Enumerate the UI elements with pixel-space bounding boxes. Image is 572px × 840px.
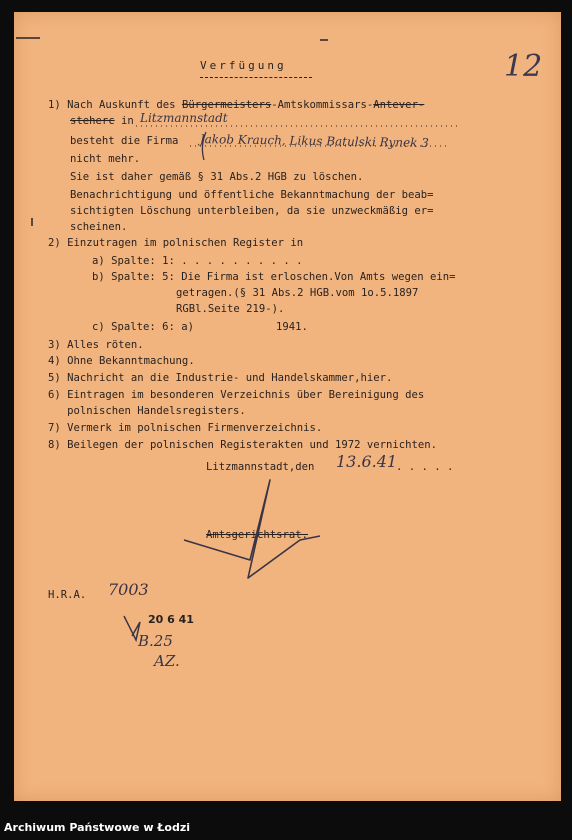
item1-line3: besteht die Firma <box>70 135 179 147</box>
item2-a: a) Spalte: 1: . . . . . . . . . . <box>92 255 303 267</box>
place-date-label: Litzmannstadt,den <box>206 461 315 473</box>
list-item: 4) Ohne Bekanntmachung. <box>48 355 195 367</box>
list-item: polnischen Handelsregisters. <box>48 405 246 417</box>
list-item: 5) Nachricht an die Industrie- und Handelskammer,hier. <box>48 372 393 384</box>
title-underline <box>200 77 312 78</box>
item1-line1-text: 1) Nach Auskunft des <box>48 99 182 111</box>
item1-line6: Benachrichtigung und öffentliche Bekanntmachung der beab= <box>70 189 434 201</box>
list-item: 3) Alles röten. <box>48 339 144 351</box>
item1-line4: nicht mehr. <box>70 153 141 165</box>
struck-word-antever: Antever- <box>373 99 425 111</box>
handwritten-city: Litzmannstadt <box>140 111 228 125</box>
item2-b3: RGBl.Seite 219-). <box>176 303 285 315</box>
signature-title: Amtsgerichtsrat. <box>206 529 309 541</box>
hra-label: H.R.A. <box>48 589 87 601</box>
list-item: 6) Eintragen im besonderen Verzeichnis über Bereinigung des <box>48 389 425 401</box>
item2-b1: b) Spalte: 5: Die Firma ist erloschen.Von Amts wegen ein= <box>92 271 456 283</box>
archive-footer <box>0 811 572 840</box>
archive-name: Archiwum Państwowe w Łodzi <box>4 821 191 834</box>
item1-line2-text: in <box>114 115 134 127</box>
handwritten-note-b25: B.25 <box>138 632 173 650</box>
handwritten-firm-name: Jakob Krauch, Likus Batulski Rynek 3 <box>199 132 429 150</box>
item2-c: c) Spalte: 6: a) <box>92 321 195 333</box>
item1-line8: scheinen. <box>70 221 128 233</box>
list-item: 8) Beilegen der polnischen Registerakten und 1972 vernichten. <box>48 439 438 451</box>
list-item: 7) Vermerk im polnischen Firmenverzeichnis. <box>48 422 323 434</box>
item2-b2: getragen.(§ 31 Abs.2 HGB.vom 1o.5.1897 <box>176 287 419 299</box>
handwritten-note-az: AZ. <box>154 652 180 670</box>
item1-line2 <box>70 116 134 127</box>
item2-c-year: 1941. <box>276 321 308 333</box>
struck-word-buergermeisters: Bürgermeisters <box>181 99 272 111</box>
page-number: 12 <box>504 49 543 84</box>
handwritten-hra-number: 7003 <box>108 580 149 599</box>
stamp-date: 20 6 41 <box>148 613 194 626</box>
item2-line1: 2) Einzutragen im polnischen Register in <box>48 237 304 249</box>
item1-line7: sichtigten Löschung unterbleiben, da sie unzweckmäßig er= <box>70 205 434 217</box>
struck-word-steherc: steherc <box>70 115 115 127</box>
item1-line1-text-b: -Amtskommissars- <box>271 99 374 111</box>
handwritten-date: 13.6.41 <box>336 452 398 471</box>
item1-line1 <box>48 100 424 111</box>
document-title: Verfügung <box>200 59 287 72</box>
item1-line5: Sie ist daher gemäß § 31 Abs.2 HGB zu löschen. <box>70 171 364 183</box>
place-date-dots: . . . . . <box>396 461 454 473</box>
